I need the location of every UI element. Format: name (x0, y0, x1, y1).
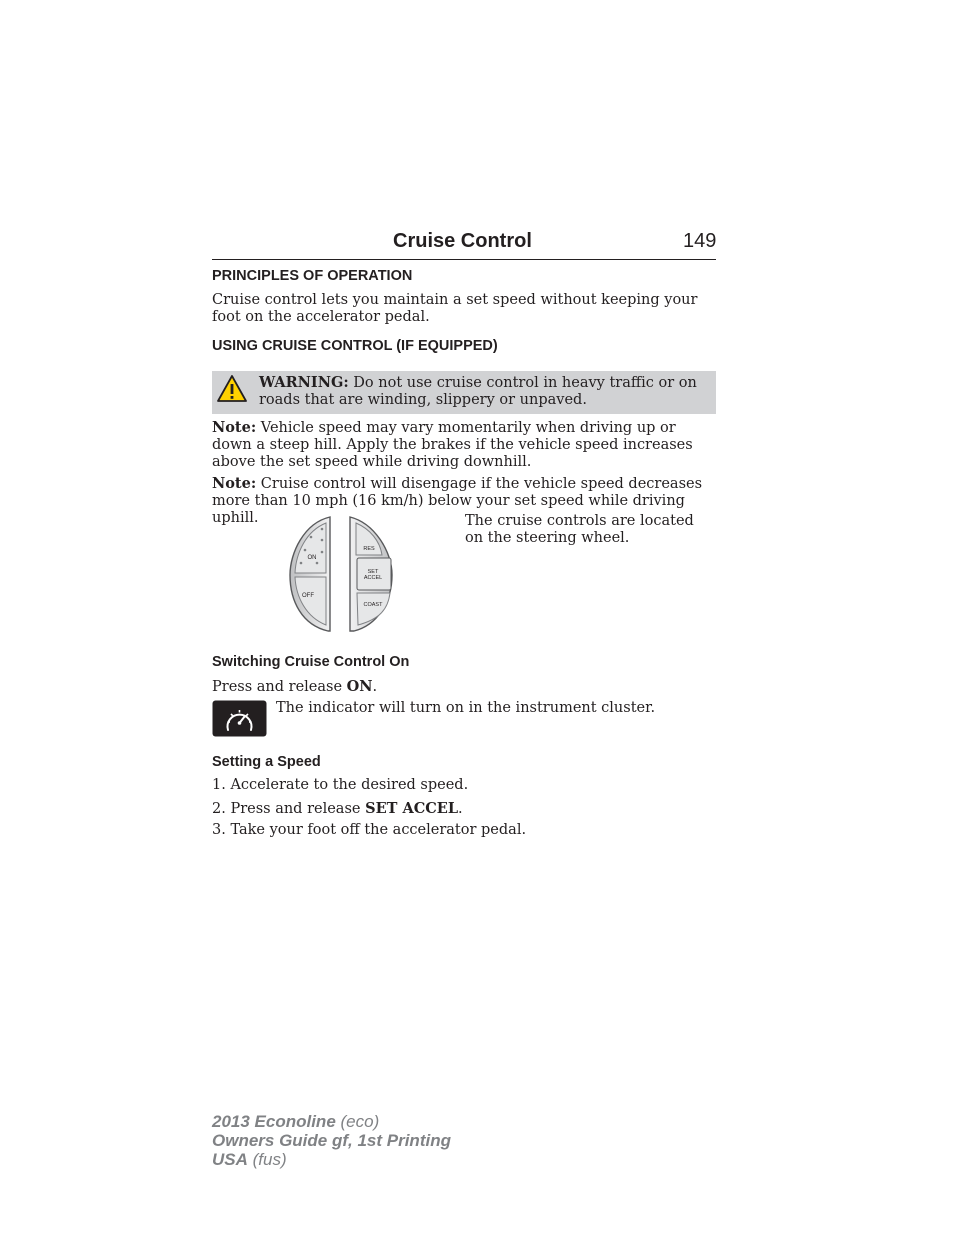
switching-heading: Switching Cruise Control On (212, 654, 410, 670)
footer-line-2 (212, 1131, 451, 1150)
off-button-label: OFF (302, 593, 314, 599)
switching-text: Press and release (212, 679, 347, 695)
step-3 (212, 822, 526, 839)
page-number: 149 (683, 230, 717, 252)
step-period: . (458, 801, 463, 817)
footer (212, 1112, 451, 1169)
set-accel-emphasis: SET ACCEL (365, 800, 459, 817)
switching-body (212, 678, 377, 696)
footer-market-code: (fus) (247, 1150, 287, 1169)
accel-button-label: ACCEL (363, 575, 383, 581)
principles-body: Cruise control lets you maintain a set speed without keeping your foot on the accelerator pedal. (212, 292, 698, 325)
footer-market: USA (212, 1150, 248, 1169)
coast-button-label: COAST (363, 602, 383, 608)
note-vehicle-speed (212, 419, 708, 471)
note-text: Cruise control will disengage if the vehicle speed decreases more than 10 mph (16 km/h) below your set speed while driving uphill. (212, 476, 703, 526)
step-2 (212, 800, 463, 818)
note-label: Note: (212, 475, 257, 492)
setting-heading: Setting a Speed (212, 754, 321, 770)
warning-label: WARNING: (259, 374, 349, 391)
page-title: Cruise Control (393, 230, 532, 252)
on-emphasis: ON (346, 678, 373, 695)
warning-triangle-icon (216, 374, 248, 404)
footer-guide: Owners Guide gf, 1st Printing (212, 1131, 451, 1150)
on-button-label: ON (307, 555, 317, 561)
footer-model-code: (eco) (335, 1112, 380, 1131)
res-button-label: RES (363, 546, 375, 552)
step-text: 3. Take your foot off the accelerator pedal. (212, 822, 527, 838)
note-text: Vehicle speed may vary momentarily when driving up or down a steep hill. Apply the brakes if the vehicle speed increases above the set speed while driving downhill. (212, 420, 693, 470)
indicator-text: The indicator will turn on in the instrument cluster. (276, 700, 656, 716)
warning-text (259, 374, 699, 409)
principles-heading: PRINCIPLES OF OPERATION (212, 268, 413, 284)
footer-model: 2013 Econoline (212, 1112, 336, 1131)
step-text: 2. Press and release (212, 801, 366, 817)
note-label: Note: (212, 419, 257, 436)
set-button-label: SET (367, 569, 379, 575)
step-text: 1. Accelerate to the desired speed. (212, 777, 469, 793)
header-divider (212, 259, 716, 260)
switching-period: . (372, 679, 378, 695)
cruise-control-indicator-icon (212, 700, 267, 737)
step-1 (212, 777, 468, 794)
warning-message: Do not use cruise control in heavy traffic or on roads that are winding, slippery or unpaved. (259, 375, 697, 408)
controls-caption: The cruise controls are located on the steering wheel. (465, 513, 694, 546)
using-heading: USING CRUISE CONTROL (IF EQUIPPED) (212, 338, 498, 354)
cruise-controls-illustration (284, 513, 396, 635)
footer-line-1 (212, 1112, 451, 1131)
footer-line-3 (212, 1150, 451, 1169)
